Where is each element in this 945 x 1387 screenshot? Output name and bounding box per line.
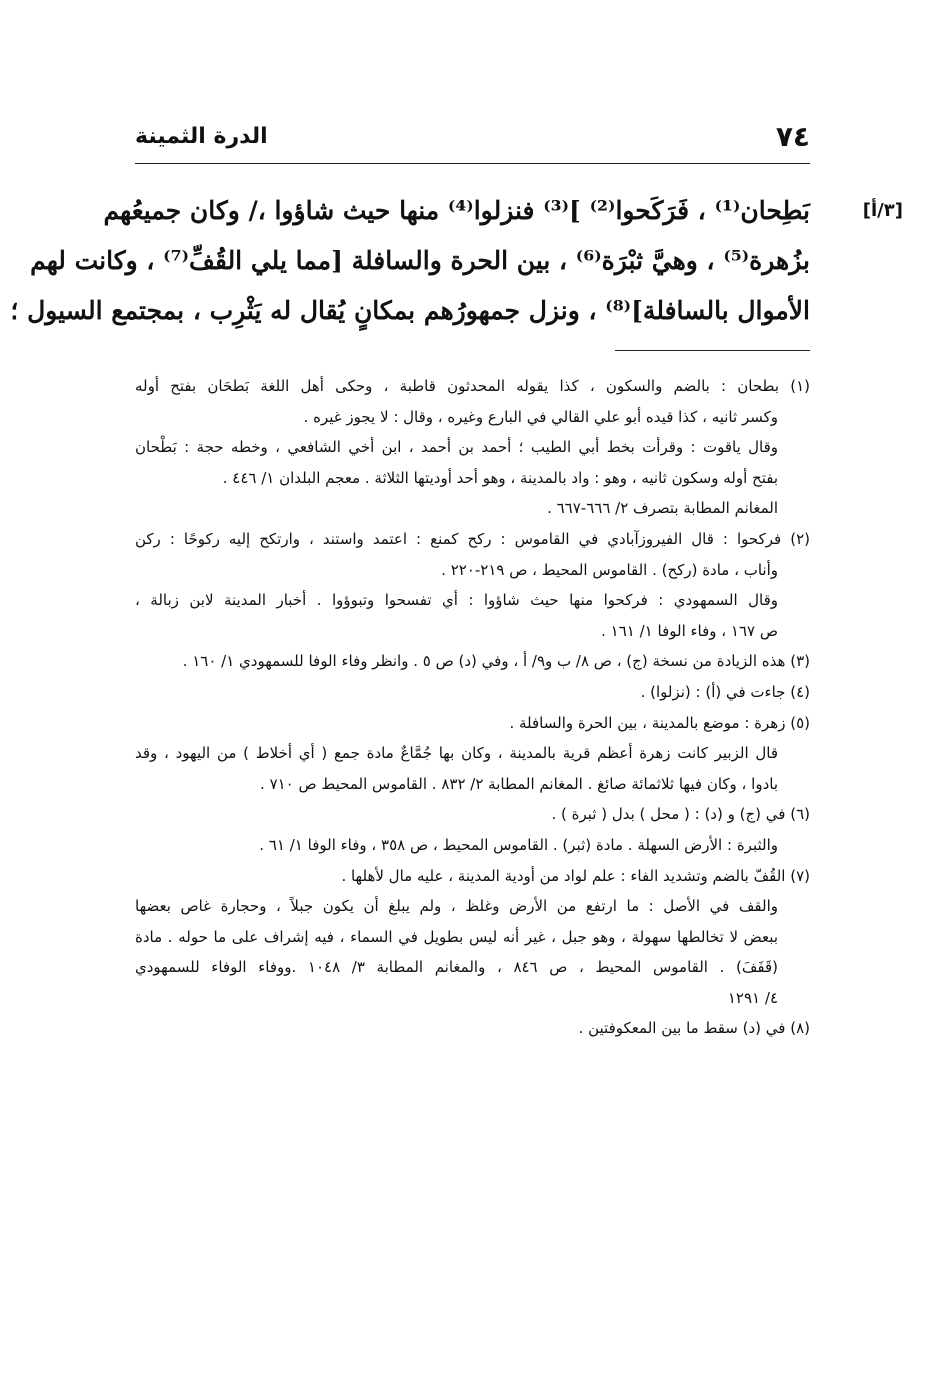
footnote-line: (قَفَفَ) . القاموس المحيط ، ص ٨٤٦ ، والمغانم المطابة ٣/ ١٠٤٨ .ووفاء الوفاء للسمهودي (135, 958, 779, 977)
main-text-block (10, 186, 810, 336)
footnote-line: (٥) زهرة : موضع بالمدينة ، بين الحرة والسافلة . (509, 713, 810, 732)
footnote-line: وقال ياقوت : وقرأت بخط أبي الطيب ؛ أحمد بن أحمد ، ابن أخي الشافعي ، وخطه حجة : بَطْحان (135, 438, 778, 457)
main-text-line: بَطِحان⁽¹⁾ ، فَرَكَحوا⁽²⁾ ]⁽³⁾ فنزلوا⁽⁴⁾ منها حيث شاؤوا ،/ وكان جميعُهم (103, 196, 810, 225)
footnote-line: ٤/ ١٢٩١ (727, 988, 778, 1007)
footnote-line: قال الزبير كانت زهرة أعظم قرية بالمدينة ، وكان بها جُمَّاعٌ مادة جمع ( أي أخلاط ) من اليهود ، وقد (135, 744, 778, 763)
footnotes-block (135, 371, 810, 1044)
footnote-line: بفتح أوله وسكون ثانيه ، وهو : واد بالمدينة ، وهو أحد أوديتها الثلاثة . معجم البلدان ١/ ٤٤٦ . (222, 468, 778, 487)
page-header (135, 118, 810, 162)
main-text-line: الأموال بالسافلة]⁽⁸⁾ ، ونزل جمهورُهم بمكانٍ يُقال له يَثْرِب ، بمجتمع السيول ؛ (10, 296, 810, 325)
footnote-line: وكسر ثانيه ، كذا قيده أبو علي القالي في البارع وغيره ، وقال : لا يجوز غيره . (303, 407, 778, 426)
footnote-line: (٧) القُفّ بالضم وتشديد الفاء : علم لواد من أودية المدينة ، عليه مال لأهلها . (341, 866, 810, 885)
footnote-line: المغانم المطابة بتصرف ٢/ ٦٦٦-٦٦٧ . (547, 499, 778, 518)
page-number: ٧٤ (775, 120, 810, 153)
manuscript-folio-marker: [٣/أ] (862, 200, 903, 221)
footnote-line: وقال السمهودي : فركحوا منها حيث شاؤوا : أي تفسحوا وتبوؤوا . أخبار المدينة لابن زبالة ، (135, 591, 778, 610)
footnote-line: بادوا ، وكان فيها ثلاثمائة صائغ . المغانم المطابة ٢/ ٨٣٢ . القاموس المحيط ص ٧١٠ . (260, 774, 778, 793)
footnote-line: (٤) جاءت في (أ) : (نزلوا) . (640, 682, 810, 701)
footnote-line: وأناب ، مادة (ركح) . القاموس المحيط ، ص ٢١٩-٢٢٠ . (441, 560, 778, 579)
footnote-line: (٦) في (ج) و (د) : ( محل ) بدل ( ثبرة ) . (551, 805, 810, 824)
footnote-line: (١) بطحان : بالضم والسكون ، كذا يقوله المحدثون قاطبة ، وحكى أهل اللغة بَطحَان بفتح أوله (135, 377, 810, 395)
running-title: الدرة الثمينة (135, 124, 268, 149)
footnote-line: ببعض لا تخالطها سهولة ، وهو جبل ، غير أنه ليس بطويل في السماء ، فيه إشراف على ما حوله . مادة (135, 927, 778, 946)
header-divider (135, 163, 810, 164)
footnote-line: (٣) هذه الزيادة من نسخة (ج) ، ص ٨/ ب و٩/ أ ، وفي (د) ص ٥ . وانظر وفاء الوفا للسمهودي ١/ ١٦٠ . (182, 652, 810, 671)
footnote-line: والثبرة : الأرض السهلة . مادة (ثبر) . القاموس المحيط ، ص ٣٥٨ ، وفاء الوفا ١/ ٦١ . (259, 835, 778, 854)
footnote-line: (٨) في (د) سقط ما بين المعكوفتين . (578, 1019, 810, 1038)
footnote-line: ص ١٦٧ ، وفاء الوفا ١/ ١٦١ . (601, 621, 778, 640)
main-text-line: بزُهرة⁽⁵⁾ ، وهيَّ ثبْرَة⁽⁶⁾ ، بين الحرة والسافلة [مما يلي القُفِّ⁽⁷⁾ ، وكانت لهم (30, 246, 810, 275)
footnote-line: والقف في الأصل : ما ارتفع من الأرض وغلظ ، ولم يبلغ أن يكون جبلاً ، وحجارة غاص بعضها (135, 897, 778, 916)
footnote-separator (615, 350, 810, 351)
footnote-line: (٢) فركحوا : قال الفيروزآبادي في القاموس : ركح كمنع : اعتمد واستند ، وارتكح إليه ركوحًا : ركن (135, 529, 810, 548)
